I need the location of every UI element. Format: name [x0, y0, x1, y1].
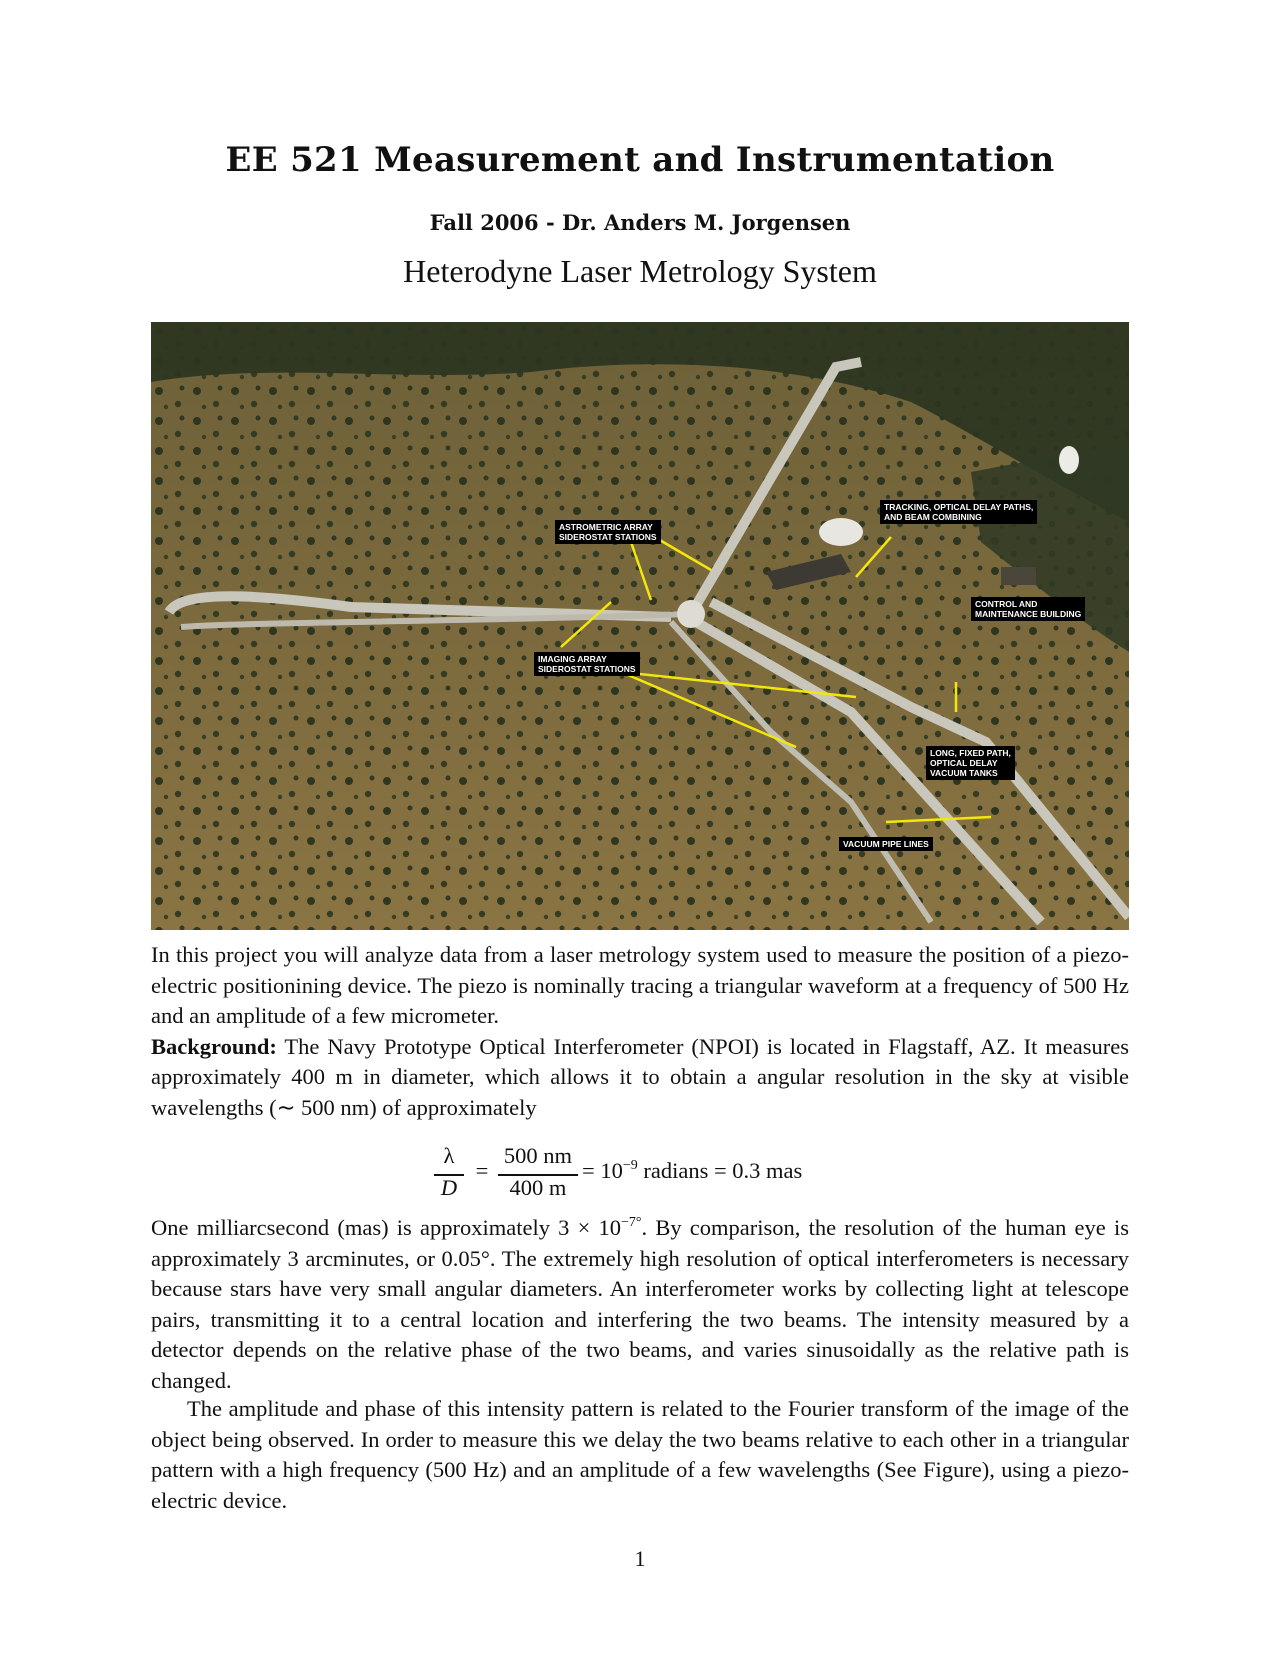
eq-result [582, 1158, 802, 1184]
aerial-photo-npoi [151, 322, 1129, 930]
aerial-photo-drawing [151, 322, 1129, 930]
eq-numerator: 500 nm [503, 1143, 573, 1168]
background-text: The Navy Prototype Optical Interferometer (NPOI) is located in Flagstaff, AZ. It measures approximately 400 m in diameter, which allows it to obtain a angular resolution in the sky at visible wavelengths (∼ 500 nm) of approximately [151, 1033, 1129, 1120]
intro-text: In this project you will analyze data from a laser metrology system used to measure the position of a piezo-electric positionining device. The piezo is nominally tracing a triangular waveform at a frequency of 500 Hz and an amplitude of a few micrometer. [151, 942, 1129, 1028]
paragraph-fourier: The amplitude and phase of this intensity pattern is related to the Fourier transform of the image of the object being observed. In order to measure this we delay the two beams relative to each other in a triangular pattern with a high frequency (500 Hz) and an amplitude of a few wavelengths (See Figure), using a piezo-electric device. [151, 1396, 1129, 1513]
mas-exponent: −7° [621, 1215, 642, 1230]
eq-diameter: D [440, 1175, 458, 1200]
paragraph-resolution [151, 1213, 1129, 1396]
paragraph-intro [151, 940, 1129, 1123]
background-label: Background: [151, 1033, 277, 1059]
course-subtitle: Fall 2006 - Dr. Anders M. Jorgensen [429, 210, 851, 235]
page-number: 1 [634, 1546, 646, 1571]
eq-result-exponent: −9 [622, 1158, 638, 1173]
label-astrometric-array: ASTROMETRIC ARRAY SIDEROSTAT STATIONS [555, 520, 661, 544]
section-heading: Heterodyne Laser Metrology System [403, 253, 877, 289]
resolution-equation [0, 1143, 1280, 1203]
eq-result-units: radians = 0.3 mas [643, 1158, 803, 1183]
eq-equals: = [475, 1158, 489, 1183]
label-control-building: CONTROL AND MAINTENANCE BUILDING [971, 597, 1085, 621]
mas-text-b: . By comparison, the resolution of the human eye is approximately 3 arcminutes, or 0.05°. The extremely high resolution of optical interferometers is necessary because stars have very small angular diameters. An interferometer works by collecting light at telescope pairs, transmitting it to a central location and interfering the two beams. The intensity measured by a detector depends on the relative phase of the two beams, and varies sinusoidally as the relative path is changed. [151, 1215, 1129, 1393]
label-long-fixed-path: LONG, FIXED PATH, OPTICAL DELAY VACUUM TANKS [926, 746, 1015, 780]
eq-denominator: 400 m [509, 1175, 567, 1200]
label-vacuum-pipe-lines: VACUUM PIPE LINES [839, 837, 933, 851]
mas-text-a: One milliarcsecond (mas) is approximately 3 × 10 [151, 1215, 621, 1240]
eq-lambda: λ [443, 1143, 455, 1168]
label-tracking-delay: TRACKING, OPTICAL DELAY PATHS, AND BEAM COMBINING [880, 500, 1037, 524]
document-title: EE 521 Measurement and Instrumentation [225, 140, 1055, 180]
eq-result-base: = 10 [582, 1158, 623, 1183]
label-imaging-array: IMAGING ARRAY SIDEROSTAT STATIONS [534, 652, 640, 676]
